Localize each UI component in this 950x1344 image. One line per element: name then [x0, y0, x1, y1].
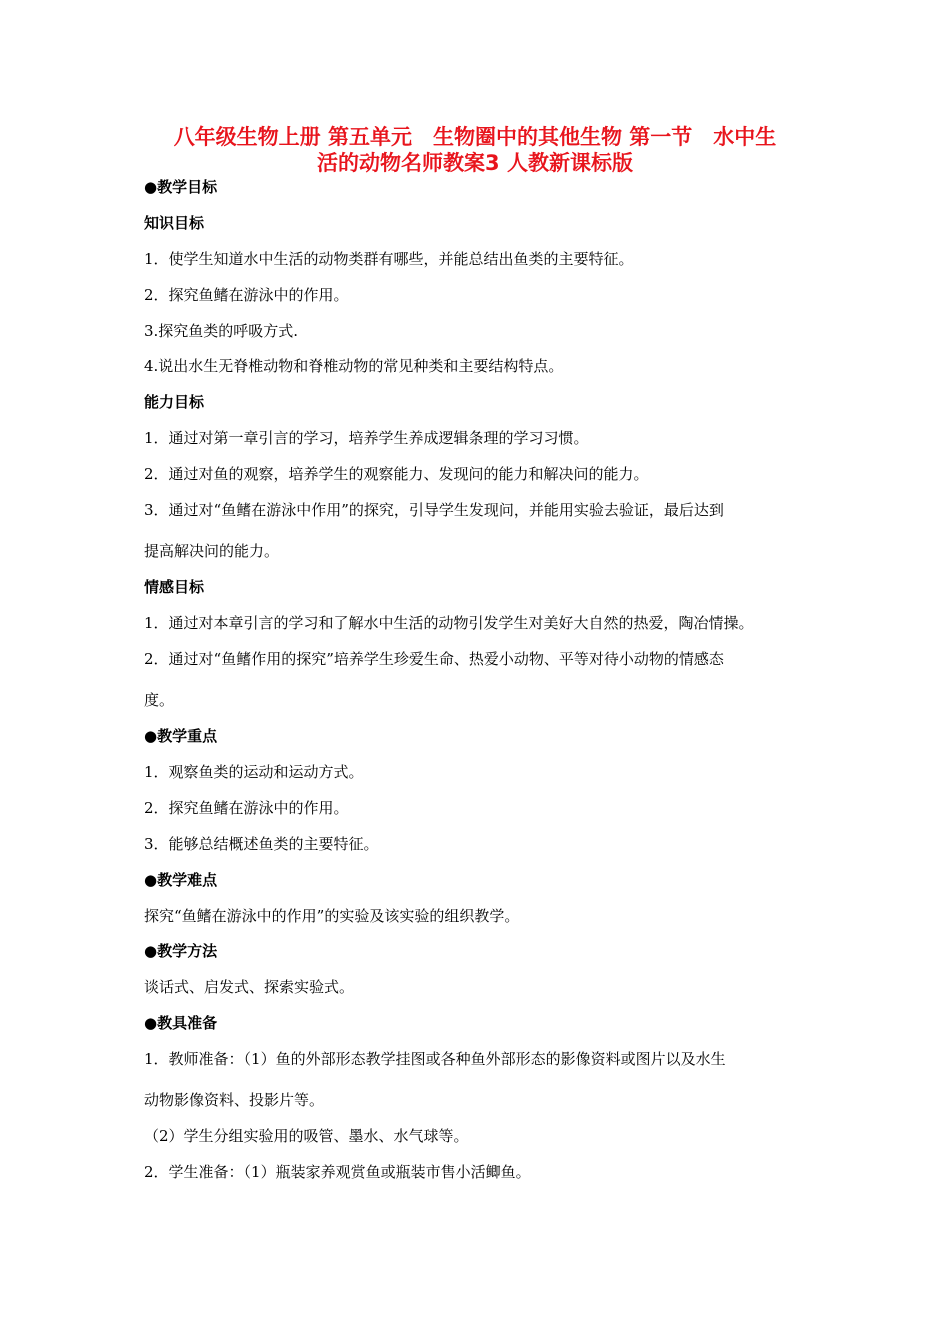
emotion-item: 1．通过对本章引言的学习和了解水中生活的动物引发学生对美好大自然的热爱，陶冶情操。	[144, 614, 754, 632]
key-item: 2．探究鱼鳍在游泳中的作用。	[144, 799, 349, 817]
key-item: 1．观察鱼类的运动和运动方式。	[144, 763, 364, 781]
difficulty-item: 探究“鱼鳍在游泳中的作用”的实验及该实验的组织教学。	[144, 907, 520, 925]
subheading-knowledge-goals: 知识目标	[144, 214, 205, 232]
section-heading-difficulties: ●教学难点	[144, 871, 218, 889]
knowledge-item: 3.探究鱼类的呼吸方式.	[144, 322, 299, 340]
section-heading-preparation: ●教具准备	[144, 1014, 218, 1032]
ability-item: 3．通过对“鱼鳍在游泳中作用”的探究，引导学生发现问，并能用实验去验证，最后达到	[144, 501, 724, 519]
knowledge-item: 1．使学生知道水中生活的动物类群有哪些，并能总结出鱼类的主要特征。	[144, 250, 634, 268]
knowledge-item: 4.说出水生无脊椎动物和脊椎动物的常见种类和主要结构特点。	[144, 357, 564, 375]
method-item: 谈话式、启发式、探索实验式。	[144, 978, 355, 996]
key-item: 3．能够总结概述鱼类的主要特征。	[144, 835, 379, 853]
section-heading-methods: ●教学方法	[144, 942, 218, 960]
preparation-item: 2．学生准备：（1）瓶装家养观赏鱼或瓶装市售小活鲫鱼。	[144, 1163, 531, 1181]
document-title-line-2: 活的动物名师教案3 人教新课标版	[317, 151, 633, 175]
ability-item-continuation: 提高解决问的能力。	[144, 542, 280, 560]
subheading-emotion-goals: 情感目标	[144, 578, 205, 596]
section-heading-key-points: ●教学重点	[144, 727, 218, 745]
preparation-item: 1．教师准备：（1）鱼的外部形态教学挂图或各种鱼外部形态的影像资料或图片以及水生	[144, 1050, 726, 1068]
knowledge-item: 2．探究鱼鳍在游泳中的作用。	[144, 286, 349, 304]
ability-item: 2．通过对鱼的观察，培养学生的观察能力、发现问的能力和解决问的能力。	[144, 465, 649, 483]
subheading-ability-goals: 能力目标	[144, 393, 205, 411]
section-heading-teaching-goals: ●教学目标	[144, 178, 218, 196]
document-title-line-1: 八年级生物上册 第五单元 生物圈中的其他生物 第一节 水中生	[173, 125, 777, 149]
emotion-item: 2．通过对“鱼鳍作用的探究”培养学生珍爱生命、热爱小动物、平等对待小动物的情感态	[144, 650, 724, 668]
emotion-item-continuation: 度。	[144, 691, 175, 709]
preparation-item-continuation: 动物影像资料、投影片等。	[144, 1091, 325, 1109]
ability-item: 1．通过对第一章引言的学习，培养学生养成逻辑条理的学习习惯。	[144, 429, 589, 447]
preparation-item: （2）学生分组实验用的吸管、墨水、水气球等。	[144, 1127, 469, 1145]
